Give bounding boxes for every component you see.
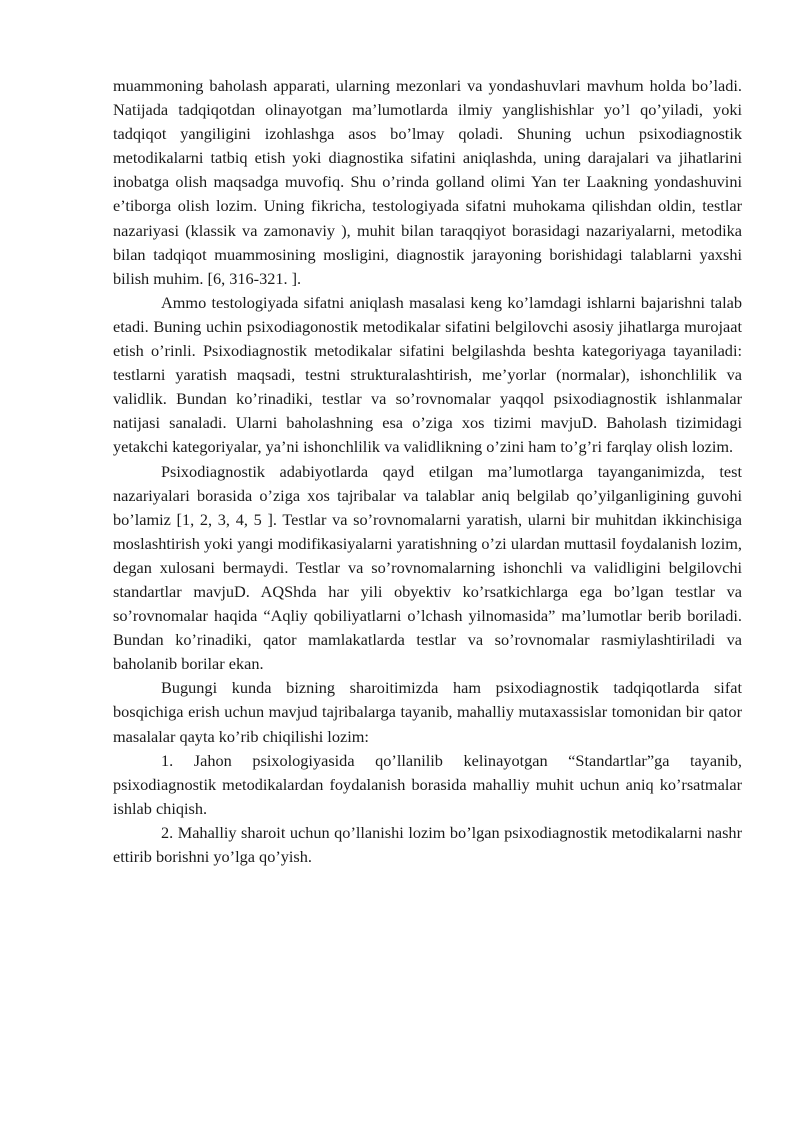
paragraph-current-conditions: Bugungi kunda bizning sharoitimizda ham psixodiagnostik tadqiqotlarda sifat bosqichiga erish uchun mavjud tajribalarga tayanib, mahalliy mutaxassislar tomonidan bir qator masalalar qayta ko’rib chiqilishi lozim:: [113, 678, 742, 746]
paragraph-continuation: muammoning baholash apparati, ularning mezonlari va yondashuvlari mavhum holda bo’ladi. Natijada tadqiqotdan olinayotgan ma’lumotlarda ilmiy yanglishishlar yo’l qo’yiladi, yoki tadqiqot yangiligini izohlashga asos bo’lmay qoladi. Shuning uchun psixodiagnostik metodikalarni tatbiq etish yoki diagnostika sifatini aniqlashda, uning darajalari va jihatlarini inobatga olish maqsadga muvofiq. Shu o’rinda golland olimi Yan ter Laakning yondashuvini e’tiborga olish lozim. Uning fikricha, testologiyada sifatni muhokama qilishdan oldin, testlar nazariyasi (klassik va zamonaviy ), muhit bilan taraqqiyot borasidagi nazariyalarni, metodika bilan tadqiqot muammosining mosligini, diagnostik jarayoning borishidagi talablarni yaxshi bilish muhim. [6, 316-321. ].: [113, 76, 742, 288]
list-item-2: 2. Mahalliy sharoit uchun qo’llanishi lozim bo’lgan psixodiagnostik metodikalarni nashr ettirib borishni yo’lga qo’yish.: [113, 822, 742, 866]
document-page: [113, 74, 742, 869]
list-item-1: 1. Jahon psixologiyasida qo’llanilib kelinayotgan “Standartlar”ga tayanib, psixodiagnostik metodikalardan foydalanish borasida mahalliy muhit uchun aniq ko’rsatmalar ishlab chiqish.: [113, 750, 742, 818]
paragraph-quality-criteria: Ammo testologiyada sifatni aniqlash masalasi keng ko’lamdagi ishlarni bajarishni talab etadi. Buning uchin psixodiagonostik metodikalar sifatini belgilovchi asosiy jihatlarga murojaat etish o’rinli. Psixodiagnostik metodikalar sifatini belgilashda beshta kategoriyaga tayaniladi: testlarni yaratish maqsadi, testni strukturalashtirish, me’yorlar (normalar), ishonchlilik va validlik. Bundan ko’rinadiki, testlar va so’rovnomalar yaqqol psixodiagnostik ishlanmalar natijasi sanaladi. Ularni baholashning esa o’ziga xos tizimi mavjuD. Baholash tizimidagi yetakchi kategoriyalar, ya’ni ishonchlilik va validlikning o’zini ham to’g’ri farqlay olish lozim.: [113, 292, 742, 457]
paragraph-test-theories: Psixodiagnostik adabiyotlarda qayd etilgan ma’lumotlarga tayanganimizda, test nazariyalari borasida o’ziga xos tajribalar va talablar aniq belgilab qo’yilganligining guvohi bo’lamiz [1, 2, 3, 4, 5 ]. Testlar va so’rovnomalarni yaratish, ularni bir muhitdan ikkinchisiga moslashtirish yoki yangi modifikasiyalarni yaratishning o’zi ulardan muttasil foydalanish lozim, degan xulosani bermaydi. Testlar va so’rovnomalarning ishonchli va validligini belgilovchi standartlar mavjuD. AQShda har yili obyektiv ko’rsatkichlarga ega bo’lgan testlar va so’rovnomalar haqida “Aqliy qobiliyatlarni o’lchash yilnomasida” ma’lumotlar berib boriladi. Bundan ko’rinadiki, qator mamlakatlarda testlar va so’rovnomalar rasmiylashtiriladi va baholanib borilar ekan.: [113, 461, 742, 674]
